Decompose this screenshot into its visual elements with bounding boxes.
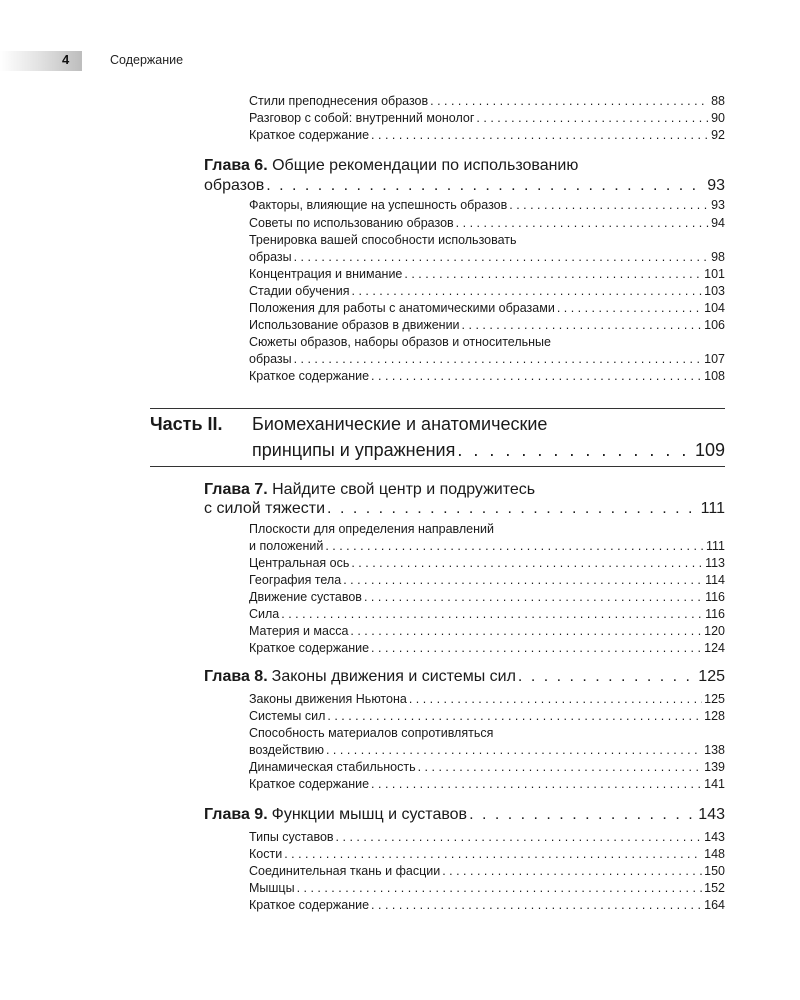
toc-entry-title: Типы суставов xyxy=(249,830,334,844)
toc-entry[interactable] xyxy=(249,590,725,604)
part-title-continuation: принципы и упражнения xyxy=(252,440,456,460)
toc-entry[interactable] xyxy=(249,864,725,878)
leader-dots xyxy=(326,743,702,757)
leader-dots xyxy=(294,352,703,366)
toc-entry[interactable] xyxy=(249,898,725,912)
toc-entry[interactable] xyxy=(249,607,725,621)
toc-entry[interactable] xyxy=(249,830,725,844)
toc-entry-title: Законы движения Ньютона xyxy=(249,692,407,706)
toc-entry-page: 107 xyxy=(704,352,725,366)
toc-entry[interactable] xyxy=(249,743,725,757)
toc-entry[interactable] xyxy=(249,777,725,791)
toc-entry-page: 116 xyxy=(705,590,725,604)
page-number: 4 xyxy=(62,52,70,67)
toc-entry-page: 141 xyxy=(704,777,725,791)
toc-entry-page: 120 xyxy=(704,624,725,638)
toc-entry-title: Разговор с собой: внутренний монолог xyxy=(249,111,475,125)
toc-entry[interactable] xyxy=(249,111,725,125)
chapter-title: Найдите свой центр и подружитесь xyxy=(272,481,536,498)
toc-entry-title: Факторы, влияющие на успешность образов xyxy=(249,198,508,212)
toc-entry-page: 111 xyxy=(705,539,725,553)
leader-dots xyxy=(430,94,709,108)
toc-entry-page: 103 xyxy=(704,284,725,298)
toc-entry[interactable] xyxy=(249,301,725,315)
toc-entry[interactable] xyxy=(249,709,725,723)
leader-dots xyxy=(343,573,703,587)
toc-entry-title[interactable]: Сюжеты образов, наборы образов и относительные xyxy=(249,335,551,349)
leader-dots xyxy=(371,128,709,142)
leader-dots xyxy=(418,760,703,774)
toc-entry[interactable] xyxy=(249,881,725,895)
toc-entry-page: 150 xyxy=(704,864,725,878)
leader-dots xyxy=(457,440,693,461)
toc-entry-page: 114 xyxy=(705,573,725,587)
toc-entry-page: 148 xyxy=(704,847,725,861)
toc-entry-title: Концентрация и внимание xyxy=(249,267,403,281)
chapter-title: Общие рекомендации по использованию xyxy=(272,157,579,174)
toc-entry-page: 92 xyxy=(711,128,725,142)
leader-dots xyxy=(509,198,709,212)
toc-entry-page: 98 xyxy=(711,250,725,264)
toc-entry-title: Стадии обучения xyxy=(249,284,350,298)
leader-dots xyxy=(284,847,702,861)
chapter-title-continuation: образов xyxy=(204,177,265,194)
toc-entry-page: 108 xyxy=(704,369,725,383)
leader-dots xyxy=(469,806,696,824)
chapter-title-continuation: с силой тяжести xyxy=(204,500,326,517)
toc-entry-title: Краткое содержание xyxy=(249,369,370,383)
toc-entry-page: 94 xyxy=(711,216,725,230)
toc-entry-title: Кости xyxy=(249,847,283,861)
toc-entry-page: 104 xyxy=(704,301,725,315)
toc-entry[interactable] xyxy=(249,198,725,212)
toc-entry-page: 88 xyxy=(711,94,725,108)
toc-entry-page: 138 xyxy=(704,743,725,757)
chapter-label: Глава 8. xyxy=(204,668,268,685)
toc-entry[interactable] xyxy=(249,318,725,332)
chapter-page: 93 xyxy=(707,177,725,194)
toc-entry-page: 106 xyxy=(704,318,725,332)
toc-entry-title: Движение суставов xyxy=(249,590,362,604)
chapter-8-heading[interactable] xyxy=(204,668,725,686)
part-rule-top xyxy=(150,408,725,409)
toc-entry-page: 152 xyxy=(704,881,725,895)
toc-entry[interactable] xyxy=(249,216,725,230)
part-title[interactable]: Биомеханические и анатомические xyxy=(252,414,548,434)
toc-entry-continuation: образы xyxy=(249,250,292,264)
chapter-label: Глава 6. xyxy=(204,157,268,174)
toc-entry[interactable] xyxy=(249,352,725,366)
toc-entry-continuation: воздействию xyxy=(249,743,324,757)
chapter-6-title-line[interactable] xyxy=(204,177,725,195)
toc-entry-title: Системы сил xyxy=(249,709,326,723)
toc-entry[interactable] xyxy=(249,624,725,638)
leader-dots xyxy=(281,607,703,621)
leader-dots xyxy=(294,250,710,264)
part-label: Часть II. xyxy=(150,414,223,434)
leader-dots xyxy=(351,556,703,570)
part-rule-bottom xyxy=(150,466,725,467)
chapter-7-heading[interactable] xyxy=(204,481,535,499)
toc-entry-title: Краткое содержание xyxy=(249,777,370,791)
toc-entry-title: Центральная ось xyxy=(249,556,350,570)
toc-entry-page: 93 xyxy=(711,198,725,212)
toc-entry-continuation: и положений xyxy=(249,539,324,553)
chapter-7-title-line[interactable] xyxy=(204,500,725,518)
toc-entry[interactable] xyxy=(249,573,725,587)
leader-dots xyxy=(350,624,702,638)
part-page: 109 xyxy=(694,440,725,460)
leader-dots xyxy=(266,177,705,195)
toc-entry-title: Соединительная ткань и фасции xyxy=(249,864,441,878)
toc-entry-page: 128 xyxy=(704,709,725,723)
toc-entry[interactable] xyxy=(249,284,725,298)
toc-entry-title: Краткое содержание xyxy=(249,898,370,912)
toc-entry-title: География тела xyxy=(249,573,342,587)
leader-dots xyxy=(371,777,702,791)
leader-dots xyxy=(336,830,703,844)
header-band xyxy=(0,51,82,71)
toc-entry-page: 139 xyxy=(704,760,725,774)
chapter-label: Глава 7. xyxy=(204,481,268,498)
leader-dots xyxy=(327,500,699,518)
toc-entry-page: 164 xyxy=(704,898,725,912)
leader-dots xyxy=(371,898,702,912)
toc-entry[interactable] xyxy=(249,267,725,281)
leader-dots xyxy=(297,881,703,895)
leader-dots xyxy=(442,864,702,878)
leader-dots xyxy=(325,539,704,553)
leader-dots xyxy=(327,709,702,723)
toc-entry-title: Сила xyxy=(249,607,280,621)
leader-dots xyxy=(409,692,702,706)
toc-entry-title: Материя и масса xyxy=(249,624,349,638)
toc-entry[interactable] xyxy=(249,641,725,655)
toc-entry-title[interactable]: Плоскости для определения направлений xyxy=(249,522,494,536)
toc-entry-title: Использование образов в движении xyxy=(249,318,460,332)
leader-dots xyxy=(404,267,702,281)
toc-entry[interactable] xyxy=(249,94,725,108)
toc-entry-title: Положения для работы с анатомическими образами xyxy=(249,301,555,315)
toc-entry[interactable] xyxy=(249,847,725,861)
leader-dots xyxy=(476,111,709,125)
toc-entry-title: Краткое содержание xyxy=(249,641,370,655)
toc-entry-title: Советы по использованию образов xyxy=(249,216,454,230)
leader-dots xyxy=(557,301,702,315)
toc-entry-title[interactable]: Способность материалов сопротивляться xyxy=(249,726,494,740)
toc-entry-continuation: образы xyxy=(249,352,292,366)
toc-entry[interactable] xyxy=(249,128,725,142)
leader-dots xyxy=(518,668,696,686)
chapter-6-heading[interactable] xyxy=(204,157,578,175)
leader-dots xyxy=(462,318,703,332)
toc-entry-page: 143 xyxy=(704,830,725,844)
leader-dots xyxy=(364,590,703,604)
leader-dots xyxy=(371,641,702,655)
toc-entry-page: 101 xyxy=(704,267,725,281)
toc-entry-page: 116 xyxy=(705,607,725,621)
toc-entry-page: 125 xyxy=(704,692,725,706)
chapter-page: 125 xyxy=(698,668,725,685)
toc-entry[interactable] xyxy=(249,250,725,264)
chapter-page: 143 xyxy=(698,806,725,823)
toc-entry-page: 113 xyxy=(705,556,725,570)
toc-entry-page: 90 xyxy=(711,111,725,125)
toc-entry-title: Мышцы xyxy=(249,881,295,895)
chapter-label: Глава 9. xyxy=(204,806,268,823)
toc-entry-title: Краткое содержание xyxy=(249,128,370,142)
part-title-line[interactable] xyxy=(252,440,725,461)
leader-dots xyxy=(371,369,702,383)
chapter-title: Функции мышц и суставов xyxy=(271,806,468,823)
toc-entry[interactable] xyxy=(249,692,725,706)
toc-entry-title: Динамическая стабильность xyxy=(249,760,416,774)
chapter-page: 111 xyxy=(700,500,725,517)
toc-entry[interactable] xyxy=(249,369,725,383)
leader-dots xyxy=(352,284,703,298)
running-head: Содержание xyxy=(110,53,184,67)
toc-entry-title: Стили преподнесения образов xyxy=(249,94,429,108)
toc-entry[interactable] xyxy=(249,556,725,570)
toc-entry-page: 124 xyxy=(704,641,725,655)
toc-entry[interactable] xyxy=(249,760,725,774)
leader-dots xyxy=(456,216,709,230)
toc-entry[interactable] xyxy=(249,539,725,553)
toc-entry-title[interactable]: Тренировка вашей способности использовать xyxy=(249,233,517,247)
chapter-title: Законы движения и системы сил xyxy=(271,668,516,685)
chapter-9-heading[interactable] xyxy=(204,806,725,824)
